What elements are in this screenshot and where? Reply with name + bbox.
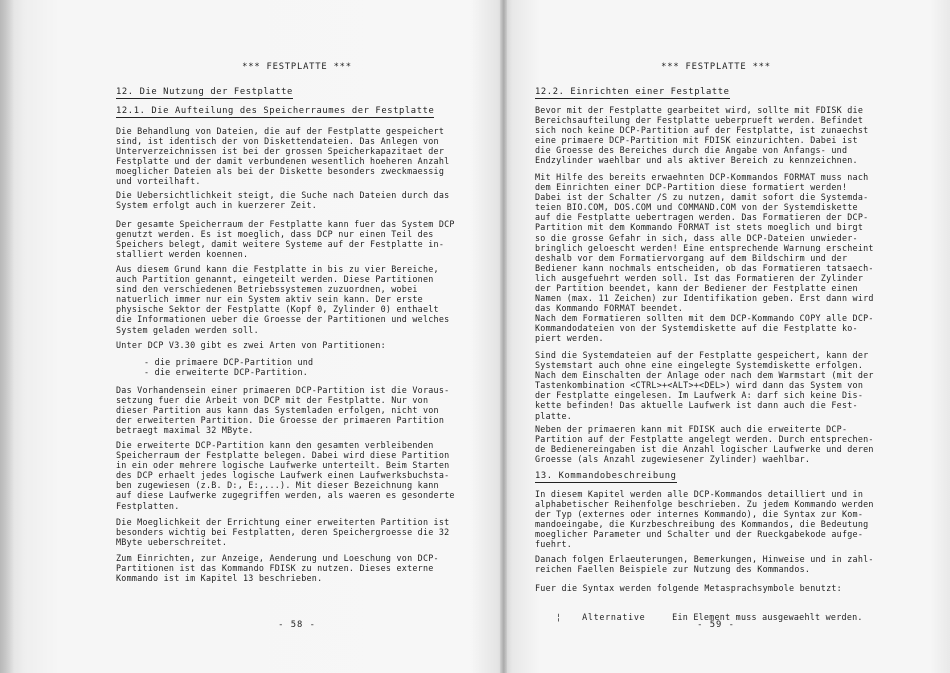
text-line: Aus diesem Grund kann die Festplatte in bis zu vier Bereiche, [116,264,439,274]
text-line: der Partition beendet, kann der Bediener der Festplatte einen [535,283,858,294]
text-line: besonders wichtig bei Festplatten, deren Speichergroesse die 32 [116,527,450,538]
partition-type-list [144,357,313,377]
paragraph [116,340,478,350]
text-line: platte. [535,410,573,421]
text-line: fuehrt. [535,539,573,550]
text-line: Bevor mit der Festplatte gearbeitet wird, sollte mit FDISK die [535,105,864,115]
text-line: System erfolgt auch in kuerzerer Zeit. [116,200,318,211]
text-line: Danach folgen Erlaeuterungen, Bemerkungen, Hinweise und in zahl- [535,554,874,564]
text-line: Der gesamte Speicherraum der Festplatte kann fuer das System DCP [116,219,455,229]
text-line: Festplatten. [116,500,180,511]
text-line: betraegt maximal 32 MByte. [116,425,254,436]
text-line: Tastenkombination <CTRL>+<ALT>+<DEL>) wird dann das System von [535,380,864,391]
paragraph [116,190,478,210]
text-line: Die Uebersichtlichkeit steigt, die Suche nach Dateien durch das [116,190,450,200]
text-line: die Informationen ueber die Groesse der Partitionen und welches [116,314,450,325]
text-line: reichen Faellen Beispiele zur Nutzung des Kommandos. [535,564,811,575]
paragraph [535,489,897,550]
text-line: Speichers belegt, damit weitere Systeme auf der Festplatte in- [116,239,445,250]
text-line: Namen (max. 11 Zeichen) zur Identifikation geben. Erst dann wird [535,293,874,304]
text-line: Speicherraum der Festplatte belegen. Dabei wird diese Partition [116,450,450,461]
paragraph [535,583,897,593]
text-line: Unterverzeichnissen ist bei der grossen Speicherkapazitaet der [116,146,445,157]
text-line: Mit Hilfe des bereits erwaehnten DCP-Kommandos FORMAT muss nach [535,172,869,182]
text-line: in ein oder mehrere logische Laufwerke unterteilt. Beim Starten [116,460,450,471]
section-heading-12: 12. Die Nutzung der Festplatte [116,87,293,97]
text-line: Systemstart auch ohne eine eingelegte Systemdiskette erfolgen. [535,360,864,371]
text-line: stalliert werden koennen. [116,249,249,260]
text-line: moeglicher Parameter und Schalter und der Rueckgabekode aufge- [535,529,864,540]
text-line: bringlich geloescht werden! Eine entsprechende Warnung erscheint [535,242,874,253]
text-line: dieser Partition aus kann das Systemladen erfolgen, nicht von [116,405,439,416]
list-item: - die erweiterte DCP-Partition. [144,367,309,378]
text-line: Nach dem Formatieren sollten mit dem DCP-Kommando COPY alle DCP- [535,313,874,323]
page-edge-shadow [0,0,14,673]
paragraph [116,440,478,511]
section-heading-12-2: 12.2. Einrichten einer Festplatte [535,87,730,97]
page-header: *** FESTPLATTE *** [661,62,771,72]
text-line: dem Einrichten einer DCP-Partition diese formatiert werden! [535,182,848,193]
text-line: physische Sektor der Festplatte (Kopf 0, Zylinder 0) enthaelt [116,304,439,315]
syntax-symbol: ¦ [556,612,562,623]
text-line: Unter DCP V3.30 gibt es zwei Arten von Partitionen: [116,340,386,350]
text-line: Groesse (als Anzahl zugewiesener Zylinder) waehlbar. [535,454,811,465]
section-heading-12-1: 12.1. Die Aufteilung des Speicherraumes der Festplatte [116,106,435,116]
text-line: Kommandodateien von der Systemdiskette auf die Festplatte ko- [535,323,858,334]
text-line: Kommando ist im Kapitel 13 beschrieben. [116,573,323,584]
paragraph [116,553,478,583]
list-item: - die primaere DCP-Partition und [144,357,314,367]
text-line: alphabetischer Reihenfolge beschrieben. Zu jedem Kommando werden [535,499,874,510]
text-line: Bediener kann nochmals entscheiden, ob das Formatieren tatsaech- [535,262,874,273]
text-line: teien BIO.COM, DOS.COM und COMMAND.COM von der Systemdiskette [535,202,858,213]
text-line: setzung fuer die Arbeit von DCP mit der Festplatte. Nur von [116,395,429,406]
text-line: Das Vorhandensein einer primaeren DCP-Partition ist die Voraus- [116,385,450,395]
right-page [535,0,897,673]
book-gutter [500,0,507,673]
page-number: - 59 - [697,620,735,630]
syntax-term: Alternative [582,612,646,623]
text-line: ben zugewiesen (z.B. D:, E:,...). Mit dieser Bezeichnung kann [116,480,439,491]
text-line: der Festplatte eingelesen. Im Laufwerk A: darf sich keine Dis- [535,390,864,401]
text-line: Festplatte und der damit verbundenen wesentlich hoeheren Anzahl [116,156,450,167]
paragraph [116,517,478,547]
text-line: sind den verschiedenen Betriebssystemen zuzuordnen, wobei [116,284,418,295]
paragraph [535,554,897,574]
text-line: Zum Einrichten, zur Anzeige, Aenderung und Loeschung von DCP- [116,553,439,563]
paragraph [535,350,897,421]
paragraph [116,264,478,335]
left-page [116,0,478,673]
paragraph [535,313,897,343]
text-line: moeglicher Dateien als bei der Diskette besonders zweckmaessig [116,166,445,177]
text-line: die Groesse des Bereiches durch die Angabe von Anfangs- und [535,145,848,156]
paragraph [116,126,478,187]
section-heading-13: 13. Kommandobeschreibung [535,471,677,481]
text-line: de Bedienereingaben ist die Anzahl logischer Laufwerke und deren [535,444,874,455]
text-line: sind, ist identisch der von Diskettendateien. Das Anlegen von [116,136,439,147]
text-line: eine primaere DCP-Partition mit FDISK einzurichten. Dabei ist [535,135,858,146]
paragraph [535,172,897,313]
text-line: Die Moeglichkeit der Errichtung einer erweiterten Partition ist [116,517,450,527]
paragraph [535,105,897,166]
text-line: sich noch keine DCP-Partition auf der Festplatte, ist zunaechst [535,125,869,136]
text-line: Nach dem Einschalten der Anlage oder nach dem Warmstart (mit der [535,370,874,381]
text-line: der erweiterten Partition. Die Groesse der primaeren Partition [116,415,445,426]
text-line: das Kommando FORMAT beendet. [535,303,684,314]
text-line: deshalb vor dem Formatiervorgang auf dem Bildschirm und der [535,252,848,263]
text-line: Bereichsaufteilung der Festplatte ueberprueft werden. Befindet [535,115,864,126]
text-line: Partition auf der Festplatte angelegt werden. Durch entsprechen- [535,434,874,445]
text-line: piert werden. [535,333,604,344]
text-line: auf diese Laufwerke zugegriffen werden, als waeren es gesonderte [116,490,455,501]
text-line: auf die Festplatte uebertragen werden. Das Formatieren der DCP- [535,212,869,223]
syntax-description: Ein Element muss ausgewaehlt werden. [672,612,863,623]
text-line: System geladen werden soll. [116,324,259,335]
text-line: mandoeingabe, die Kurzbeschreibung des Kommandos, die Bedeutung [535,519,869,530]
text-line: natuerlich immer nur ein System aktiv sein kann. Der erste [116,294,423,305]
text-line: Fuer die Syntax werden folgende Metasprachsymbole benutzt: [535,583,842,593]
paragraph [116,385,478,435]
text-line: MByte ueberschreitet. [116,537,228,548]
page-header: *** FESTPLATTE *** [242,62,352,72]
text-line: Partition mit dem Kommando FORMAT ist stets moeglich und birgt [535,222,864,233]
text-line: der Typ (externes oder internes Kommando), die Syntax zur Kom- [535,509,864,520]
text-line: In diesem Kapitel werden alle DCP-Kommandos detailliert und in [535,489,864,499]
text-line: und vorteilhaft. [116,176,201,187]
text-line: Die Behandlung von Dateien, die auf der Festplatte gespeichert [116,126,445,136]
page-number: - 58 - [278,620,316,630]
text-line: Dabei ist der Schalter /S zu nutzen, damit sofort die Systemda- [535,192,869,203]
text-line: lich ausgefuehrt werden soll. Ist das Formatieren der Zylinder [535,272,864,283]
paragraph [535,424,897,464]
text-line: des DCP erhaelt jedes logische Laufwerk einen Laufwerksbuchsta- [116,470,450,481]
text-line: genutzt werden. Es ist moeglich, dass DCP nur einen Teil des [116,229,434,240]
text-line: Neben der primaeren kann mit FDISK auch die erweiterte DCP- [535,424,848,434]
text-line: Partitionen ist das Kommando FDISK zu nutzen. Dieses externe [116,563,434,574]
paragraph [116,219,478,259]
text-line: auch Partition genannt, eingeteilt werden. Diese Partitionen [116,274,434,285]
text-line: so die grosse Gefahr in sich, dass alle DCP-Dateien unwieder- [535,232,858,243]
text-line: Endzylinder waehlbar und als aktiver Bereich zu kennzeichnen. [535,155,858,166]
text-line: Sind die Systemdateien auf der Festplatte gespeichert, kann der [535,350,869,360]
text-line: kette befinden! Das aktuelle Laufwerk ist dann auch die Fest- [535,400,858,411]
text-line: Die erweiterte DCP-Partition kann den gesamten verbleibenden [116,440,434,450]
